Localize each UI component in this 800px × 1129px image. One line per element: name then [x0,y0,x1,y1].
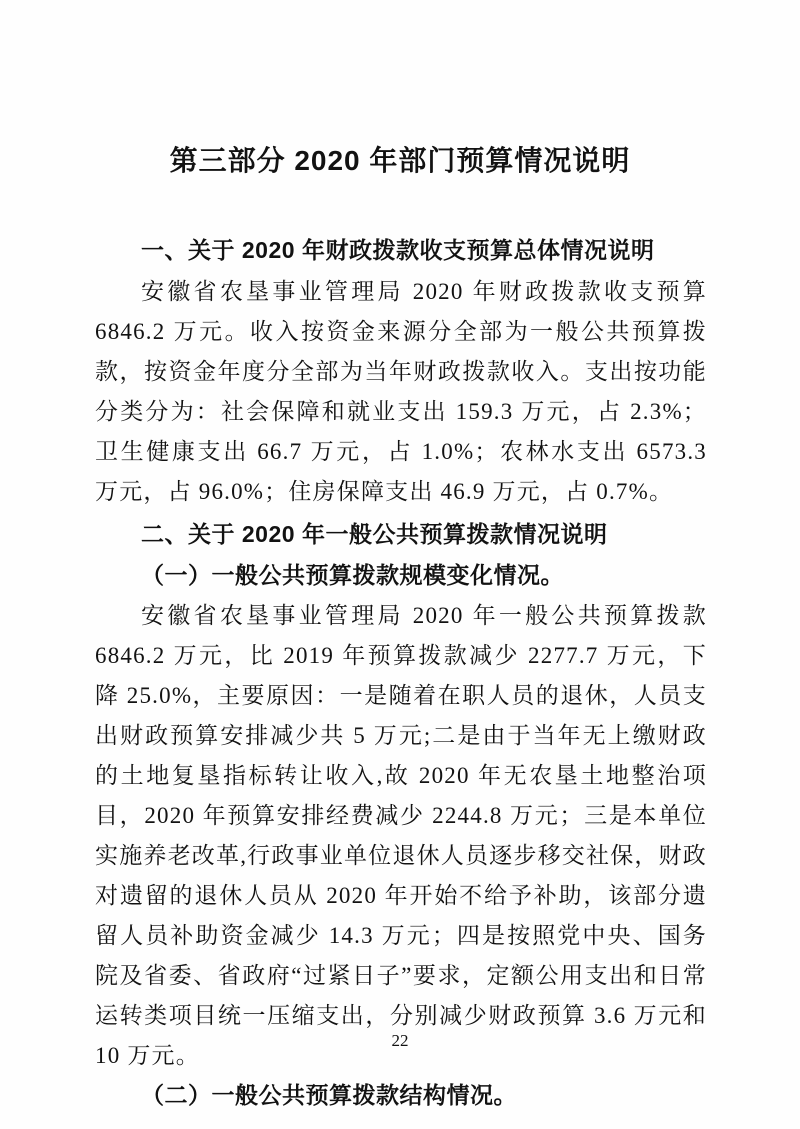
document-content [95,228,707,1116]
paragraph-fiscal-appropriation-overview: 安徽省农垦事业管理局 2020 年财政拨款收支预算 6846.2 万元。收入按资金来源分全部为一般公共预算拨款，按资金年度分全部为当年财政拨款收入。支出按功能分类分为：社会保障和就业支出 159.3 万元，占 2.3%；卫生健康支出 66.7 万元，占 1.0%；农林水支出 6573.3 万元，占 96.0%；住房保障支出 46.9 万元，占 0.7%。 [95,279,707,504]
subsection-heading-scale-change: （一）一般公共预算拨款规模变化情况。 [141,563,564,588]
section-heading-fiscal-appropriation-overview: 一、关于 2020 年财政拨款收支预算总体情况说明 [141,237,655,263]
page-number: 22 [391,1031,409,1050]
paragraph-scale-change-details: 安徽省农垦事业管理局 2020 年一般公共预算拨款 6846.2 万元，比 2019 年预算拨款减少 2277.7 万元，下降 25.0%，主要原因：一是随着在职人员的退休，人员支出财政预算安排减少共 5 万元;二是由于当年无上缴财政的土地复垦指标转让收入,故 2020 年无农垦土地整治项目，2020 年预算安排经费减少 2244.8 万元；三是本单位实施养老改革,行政事业单位退休人员逐步移交社保，财政对遗留的退休人员从 2020 年开始不给予补助，该部分遗留人员补助资金减少 14.3 万元；四是按照党中央、国务院及省委、省政府“过紧日子”要求，定额公用支出和日常运转类项目统一压缩支出，分别减少财政预算 3.6 万元和 10 万元。 [95,603,707,1068]
section-heading-general-public-budget: 二、关于 2020 年一般公共预算拨款情况说明 [141,521,608,547]
subsection-heading-structure: （二）一般公共预算拨款结构情况。 [141,1083,517,1108]
document-title: 第三部分 2020 年部门预算情况说明 [169,145,631,176]
